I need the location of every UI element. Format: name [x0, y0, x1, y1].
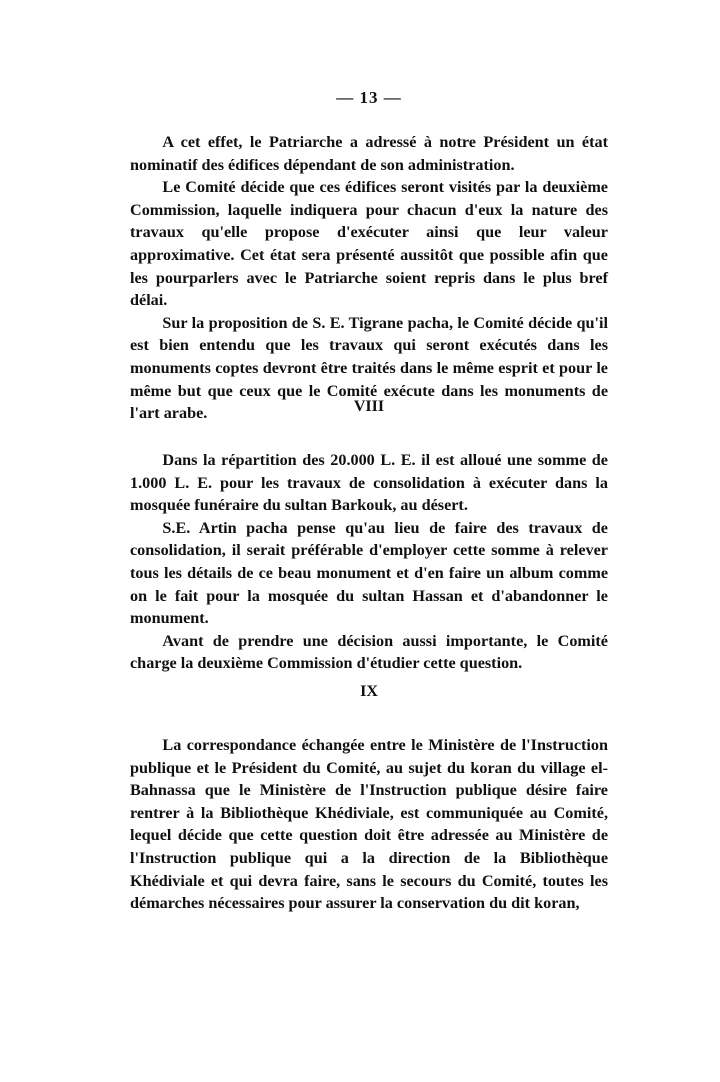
section-viii: [130, 449, 608, 675]
paragraph: S.E. Artin pacha pense qu'au lieu de faire des travaux de consolidation, il serait préférable d'employer cette somme à relever tous les détails de ce beau monument et d'en faire un album comme on le fait pour la mosquée du sultan Hassan et d'abandonner le monument.: [130, 518, 608, 628]
section-heading-ix: IX: [360, 683, 378, 700]
paragraph: Sur la proposition de S. E. Tigrane pacha, le Comité décide qu'il est bien entendu que les travaux qui seront exécutés dans les monuments coptes devront être traités dans le même esprit et pour le même but que ceux que le Comité exécute dans les monuments de l'art arabe.: [130, 313, 608, 423]
section-ix: [130, 734, 608, 915]
paragraph: Le Comité décide que ces édifices seront visités par la deuxième Commission, laquelle indiquera pour chacun d'eux la nature des travaux qu'elle propose d'exécuter ainsi que leur valeur approximative. Cet état sera présenté aussitôt que possible afin que les pourparlers avec le Patriarche soient repris dans le plus bref délai.: [130, 178, 608, 310]
page-number: — 13 —: [336, 88, 402, 107]
paragraph: La correspondance échangée entre le Ministère de l'Instruction publique et le Président du Comité, au sujet du koran du village el-Bahnassa que le Ministère de l'Instruction publique désire faire rentrer à la Bibliothèque Khédiviale, est communiquée au Comité, lequel décide que cette question doit être adressée au Ministère de l'Instruction publique qui a la direction de la Bibliothèque Khédiviale et qui devra faire, sans le secours du Comité, toutes les démarches nécessaires pour assurer la conservation du dit koran,: [130, 736, 608, 913]
paragraph: Dans la répartition des 20.000 L. E. il est alloué une somme de 1.000 L. E. pour les travaux de consolidation à exécuter dans la mosquée funéraire du sultan Barkouk, au désert.: [130, 451, 608, 515]
paragraph: Avant de prendre une décision aussi importante, le Comité charge la deuxième Commission d'étudier cette question.: [130, 631, 608, 673]
paragraph: A cet effet, le Patriarche a adressé à notre Président un état nominatif des édifices dépendant de son administration.: [130, 133, 608, 174]
section-heading-viii: VIII: [353, 398, 385, 415]
section-preamble: [130, 131, 608, 425]
